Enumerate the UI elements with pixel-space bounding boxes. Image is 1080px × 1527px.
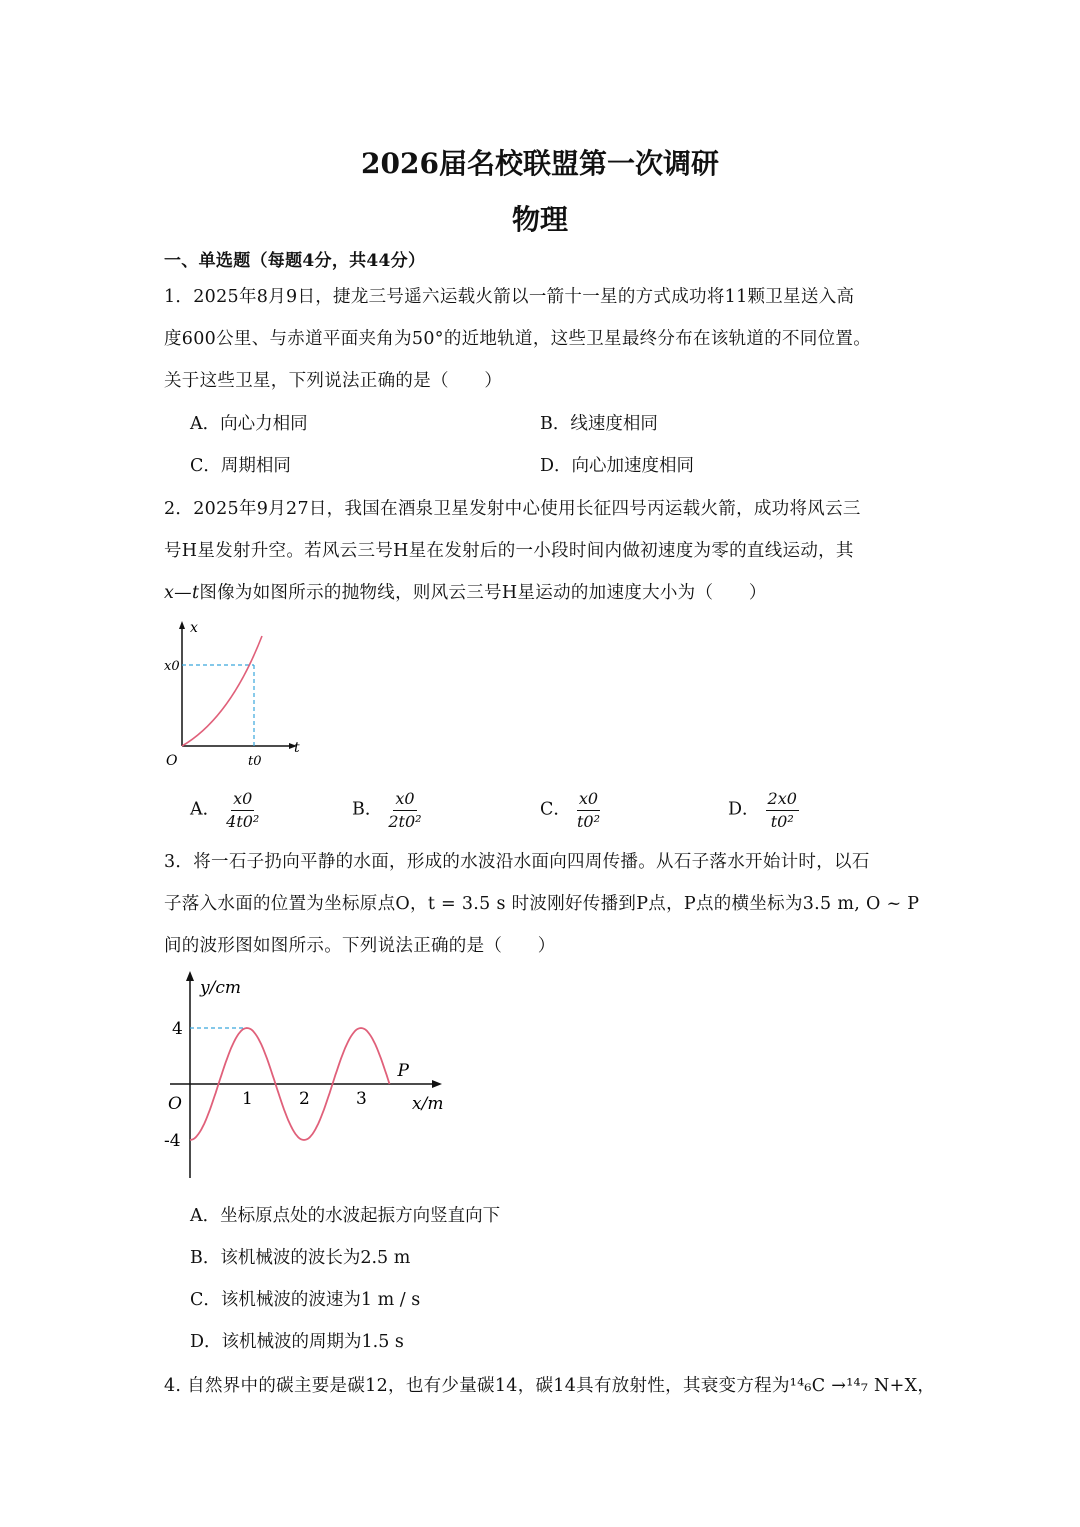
exam-title: 2026届名校联盟第一次调研 — [361, 147, 719, 180]
q3-line-1: 3．将一石子扔向平静的水面，形成的水波沿水面向四周传播。从石子落水开始计时，以石 — [164, 852, 870, 872]
subject-title: 物理 — [511, 203, 568, 236]
wave-x-label: x/m — [412, 1094, 444, 1114]
q3-line-3: 间的波形图如图所示。下列说法正确的是（ ） — [164, 936, 556, 956]
wave-ticks — [164, 1019, 367, 1151]
xt-x-label: t — [294, 740, 300, 756]
wave-x-tick: 2 — [299, 1089, 310, 1109]
q3-option-c: C．该机械波的波速为1 m / s — [190, 1290, 421, 1310]
q2-option-d: D． $\frac{2x0}{\text{t0²}}$ — [728, 789, 797, 831]
wave-x-arrow — [432, 1080, 442, 1088]
wave-y-tick: -4 — [164, 1131, 181, 1151]
q1-line-1: 1．2025年8月9日，捷龙三号遥六运载火箭以一箭十一星的方式成功将11颗卫星送入高 — [164, 287, 855, 307]
xt-graph — [160, 618, 300, 773]
q3-option-a: A．坐标原点处的水波起振方向竖直向下 — [190, 1206, 501, 1226]
q2-line-1: 2．2025年9月27日，我国在酒泉卫星发射中心使用长征四号丙运载火箭，成功将风云三 — [164, 499, 861, 519]
q3-option-d: D．该机械波的周期为1.5 s — [190, 1332, 404, 1352]
wave-y-label: y/cm — [200, 978, 241, 998]
q1-line-2: 度600公里、与赤道平面夹角为50°的近地轨道，这些卫星最终分布在该轨道的不同位置。 — [164, 329, 872, 349]
q3-option-b: B．该机械波的波长为2.5 m — [190, 1248, 411, 1268]
q3-line-2: 子落入水面的位置为坐标原点O，t = 3.5 s 时波刚好传播到P点，P点的横坐标为3.5 m, O ~ P — [164, 894, 920, 914]
q1-option-d: D．向心加速度相同 — [540, 456, 695, 476]
q1-option-b: B．线速度相同 — [540, 414, 658, 434]
q2-line-3-rest: 图像为如图所示的抛物线，则风云三号H星运动的加速度大小为（ ） — [199, 583, 767, 603]
section-heading: 一、单选题（每题4分，共44分） — [164, 251, 426, 271]
q1-line-3: 关于这些卫星，下列说法正确的是（ ） — [164, 371, 503, 391]
q4-text: 4. 自然界中的碳主要是碳12，也有少量碳14，碳14具有放射性，其衰变方程为 — [164, 1376, 790, 1396]
wave-y-arrow — [186, 971, 194, 981]
q1-option-a: A．向心力相同 — [190, 414, 308, 434]
q2-line-3 — [164, 579, 767, 604]
q1-option-c: C．周期相同 — [190, 456, 291, 476]
q2-option-b: B． $\frac{x0}{\text{2t0²}}$ — [352, 789, 422, 831]
xt-x0-label: x0 — [164, 659, 180, 674]
q2-xt-label: x—t — [164, 583, 200, 603]
wave-x-tick: 1 — [242, 1089, 253, 1109]
xt-t0-label: t0 — [248, 754, 262, 769]
xt-origin-label: O — [166, 753, 178, 769]
wave-x-tick: 3 — [356, 1089, 367, 1109]
xt-parabola — [182, 636, 262, 746]
wave-p-label: P — [397, 1061, 409, 1081]
wave-y-tick: 4 — [172, 1019, 183, 1039]
q2-option-a: A． $\frac{x0}{\text{4t0²}}$ — [190, 789, 260, 831]
xt-y-arrow — [179, 621, 185, 629]
q2-option-c: C． $\frac{x0}{\text{t0²}}$ — [540, 789, 600, 831]
wave-origin-label: O — [168, 1094, 182, 1114]
q4-equation: ¹⁴₆C →¹⁴₇ N+X， — [789, 1376, 936, 1396]
wave-chart — [160, 968, 460, 1183]
xt-y-label: x — [190, 620, 198, 636]
q4-line-1 — [164, 1372, 935, 1397]
q2-line-2: 号H星发射升空。若风云三号H星在发射后的一小段时间内做初速度为零的直线运动，其 — [164, 541, 854, 561]
